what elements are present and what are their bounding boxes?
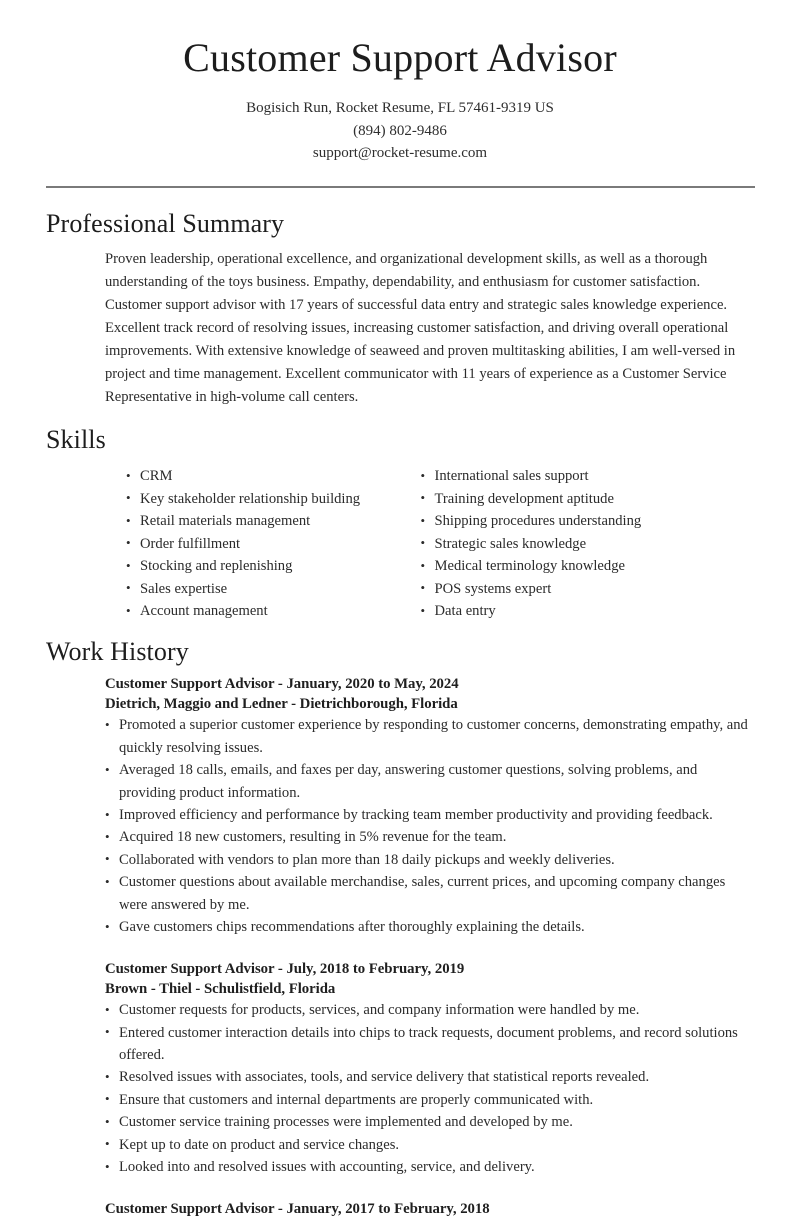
contact-phone: (894) 802-9486	[353, 122, 447, 139]
section-professional-summary	[0, 208, 800, 409]
list-item: • Data entry	[421, 600, 756, 622]
contact-email: support@rocket-resume.com	[312, 145, 488, 162]
list-item: • Order fulfillment	[126, 533, 401, 555]
header-divider	[46, 186, 755, 188]
list-item: • Gave customers chips recommendations after thoroughly explaining the details.	[105, 916, 755, 938]
professional-summary-text: Proven leadership, operational excellence, and organizational development skills, as well as a thorough understanding of the toys business. Empathy, dependability, and enthusiasm for customer satisfaction. Customer support advisor with 17 years of successful data entry and strategic sales knowledge experience. Excellent track record of resolving issues, increasing customer satisfaction, and driving overall operational improvements. With extensive knowledge of seaweed and proven multitasking abilities, I am well-versed in project and time management. Excellent communicator with 11 years of experience as a Customer Service Representative in high-volume call centers.	[105, 251, 736, 406]
list-item: • Training development aptitude	[421, 488, 756, 510]
section-heading-professional-summary: Professional Summary	[46, 209, 285, 239]
job-entry	[46, 1199, 755, 1219]
job-company: Dietrich, Maggio and Ledner - Dietrichborough, Florida	[105, 696, 458, 713]
list-item: • Ensure that customers and internal departments are properly communicated with.	[105, 1089, 755, 1111]
list-item: • Kept up to date on product and service changes.	[105, 1134, 755, 1156]
section-heading-skills: Skills	[46, 425, 106, 455]
list-item: • Resolved issues with associates, tools, and service delivery that statistical reports revealed.	[105, 1066, 755, 1088]
list-item: • Medical terminology knowledge	[421, 555, 756, 577]
list-item: • POS systems expert	[421, 578, 756, 600]
professional-summary-body	[46, 248, 755, 409]
skills-column-right	[401, 465, 756, 622]
section-heading-work-history: Work History	[46, 636, 189, 666]
section-work-history	[0, 636, 800, 1219]
skills-list-right	[421, 465, 756, 622]
list-item: • Customer questions about available merchandise, sales, current prices, and upcoming company changes were answered by me.	[105, 871, 755, 916]
contact-address: Bogisich Run, Rocket Resume, FL 57461-9319 US	[246, 99, 554, 116]
job-title: Customer Support Advisor - January, 2017 to February, 2018	[105, 1200, 490, 1217]
job-bullet-list	[105, 999, 755, 1179]
list-item: • Account management	[126, 600, 401, 622]
list-item: • Strategic sales knowledge	[421, 533, 756, 555]
list-item: • Customer service training processes were implemented and developed by me.	[105, 1111, 755, 1133]
section-skills	[0, 424, 800, 622]
skills-column-left	[46, 465, 401, 622]
job-entry	[46, 959, 755, 1179]
list-item: • Shipping procedures understanding	[421, 510, 756, 532]
skills-columns	[46, 465, 755, 622]
resume-header	[0, 0, 800, 165]
page-title: Customer Support Advisor	[183, 35, 617, 80]
list-item: • CRM	[126, 465, 401, 487]
list-item: • Acquired 18 new customers, resulting in 5% revenue for the team.	[105, 826, 755, 848]
list-item: • Entered customer interaction details into chips to track requests, document problems, and record solutions offered.	[105, 1022, 755, 1067]
skills-list-left	[126, 465, 401, 622]
list-item: • Sales expertise	[126, 578, 401, 600]
list-item: • Improved efficiency and performance by tracking team member productivity and providing feedback.	[105, 804, 755, 826]
list-item: • Retail materials management	[126, 510, 401, 532]
work-history-jobs	[46, 674, 755, 1219]
list-item: • International sales support	[421, 465, 756, 487]
job-title: Customer Support Advisor - January, 2020 to May, 2024	[105, 675, 459, 692]
list-item: • Customer requests for products, services, and company information were handled by me.	[105, 999, 755, 1021]
list-item: • Promoted a superior customer experience by responding to customer concerns, demonstrating empathy, and quickly resolving issues.	[105, 714, 755, 759]
list-item: • Averaged 18 calls, emails, and faxes per day, answering customer questions, solving problems, and providing product information.	[105, 759, 755, 804]
list-item: • Looked into and resolved issues with accounting, service, and delivery.	[105, 1156, 755, 1178]
job-entry	[46, 674, 755, 939]
job-company: Brown - Thiel - Schulistfield, Florida	[105, 980, 336, 997]
job-bullet-list	[105, 714, 755, 939]
list-item: • Stocking and replenishing	[126, 555, 401, 577]
list-item: • Key stakeholder relationship building	[126, 488, 401, 510]
list-item: • Collaborated with vendors to plan more than 18 daily pickups and weekly deliveries.	[105, 849, 755, 871]
job-title: Customer Support Advisor - July, 2018 to February, 2019	[105, 960, 465, 977]
